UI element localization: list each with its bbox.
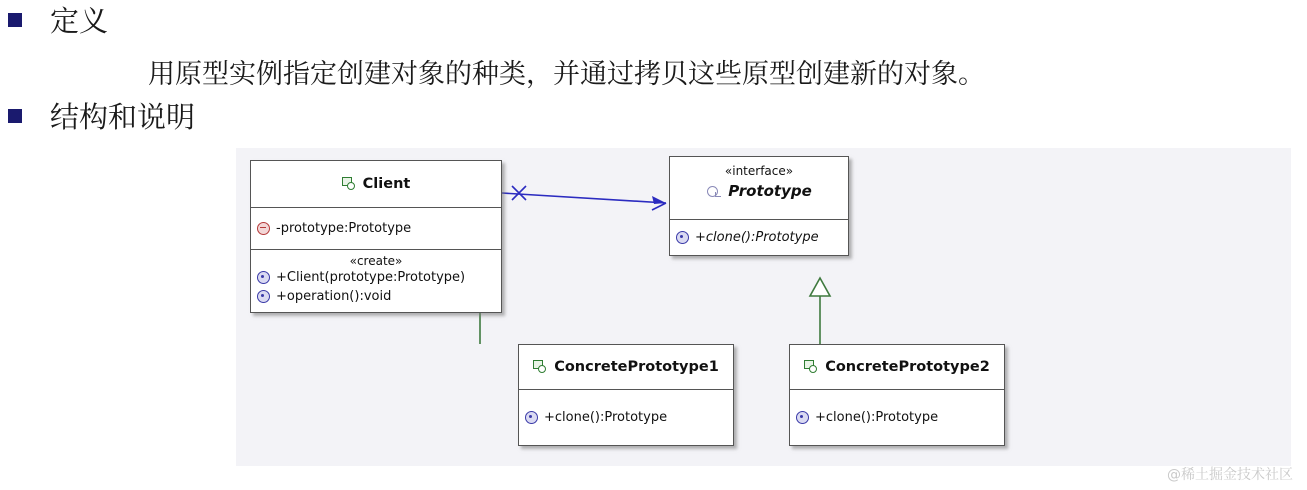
- class-icon: [804, 360, 819, 374]
- uml-interface-prototype[interactable]: [669, 156, 849, 256]
- interface-name-row: [670, 182, 848, 200]
- public-operation-icon: [525, 411, 538, 424]
- public-operation-icon: [257, 290, 270, 303]
- operation-row: [251, 268, 501, 287]
- bullet-item-definition: [8, 4, 108, 40]
- operation-text: +Client(prototype:Prototype): [276, 270, 466, 285]
- interface-stereotype: «interface»: [724, 164, 794, 178]
- operation-text: +clone():Prototype: [815, 410, 939, 425]
- uml-class-diagram: [236, 148, 1291, 466]
- operation-row: [519, 408, 667, 427]
- class-title-concreteprototype2: [790, 345, 1004, 389]
- class-icon: [342, 177, 357, 191]
- realization-triangle-concrete2: [810, 278, 830, 296]
- attribute-row: [251, 219, 411, 238]
- bullet-label: 结构和说明: [50, 102, 196, 134]
- bullet-square-icon: [8, 13, 22, 27]
- private-attribute-icon: [257, 222, 270, 235]
- interface-icon: [706, 184, 722, 198]
- interface-name: Prototype: [728, 182, 812, 200]
- operation-row: [670, 228, 819, 247]
- uml-class-concreteprototype1[interactable]: [518, 344, 734, 446]
- bullet-square-icon: [8, 109, 22, 123]
- operation-text: +clone():Prototype: [544, 410, 668, 425]
- uml-class-concreteprototype2[interactable]: [789, 344, 1005, 446]
- class-icon: [533, 360, 548, 374]
- operation-text: +operation():void: [276, 289, 392, 304]
- operations-stereotype: «create»: [349, 254, 403, 268]
- interface-operations-prototype: [670, 219, 848, 255]
- class-title-client: [251, 161, 501, 207]
- public-operation-icon: [676, 231, 689, 244]
- bullet-item-structure: [8, 100, 195, 136]
- definition-paragraph: 用原型实例指定创建对象的种类，并通过拷贝这些原型创建新的对象。: [148, 59, 985, 89]
- class-attributes-client: [251, 207, 501, 249]
- operation-row: [790, 408, 938, 427]
- bullet-label: 定义: [50, 6, 109, 38]
- class-operations-concreteprototype2: [790, 389, 1004, 445]
- interface-title-prototype: [670, 157, 848, 219]
- watermark: @稀土掘金技术社区: [1167, 467, 1293, 483]
- uml-class-client[interactable]: [250, 160, 502, 313]
- public-operation-icon: [257, 271, 270, 284]
- operation-row: [251, 287, 501, 306]
- association-line-client-prototype: [502, 193, 666, 203]
- class-operations-client: [251, 249, 501, 312]
- class-operations-concreteprototype1: [519, 389, 733, 445]
- attribute-text: -prototype:Prototype: [276, 221, 412, 236]
- public-operation-icon: [796, 411, 809, 424]
- class-title-concreteprototype1: [519, 345, 733, 389]
- class-name: Client: [362, 176, 411, 192]
- class-name: ConcretePrototype2: [825, 359, 990, 375]
- class-name: ConcretePrototype1: [554, 359, 719, 375]
- operation-text: +clone():Prototype: [695, 230, 819, 245]
